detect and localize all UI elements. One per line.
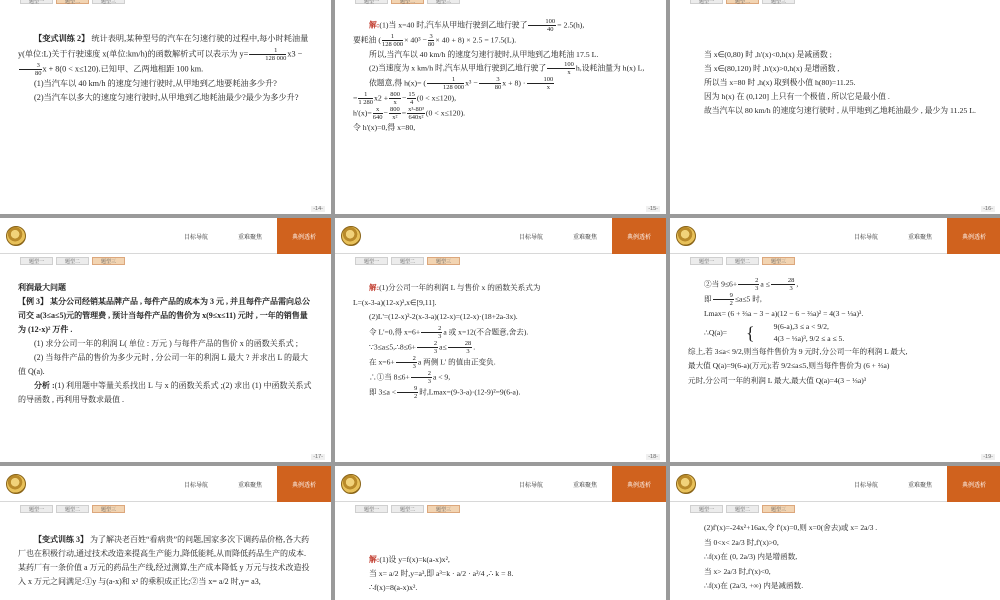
nav-focus[interactable]: 重难聚焦 — [237, 234, 262, 241]
top-nav-bar — [335, 466, 666, 502]
solution-label: 解: — [369, 283, 380, 292]
question-1: (1)当汽车以 40 km/h 的速度匀速行驶时,从甲地到乙地要耗油多少升? — [34, 78, 277, 88]
nav-examples[interactable]: 典例透析 — [277, 218, 331, 254]
tab-type-3[interactable]: 题型三 — [762, 0, 795, 4]
nav-goal[interactable]: 目标导航 — [853, 482, 878, 489]
tab-type-1[interactable]: 题型一 — [690, 0, 723, 4]
type-tabs — [670, 505, 1000, 517]
solution-line: 所以当 x=80 时 ,h(x) 取到极小值 h(80)=11.25. — [704, 78, 856, 87]
solution-line: 当 x∈(80,120) 时 ,h'(x)>0,h(x) 是增函数 , — [704, 64, 840, 73]
type-tabs — [335, 505, 666, 517]
analysis-label: 分析 : — [34, 381, 55, 390]
tab-type-2[interactable]: 题型二 — [726, 505, 759, 513]
tab-type-3[interactable]: 题型三 — [92, 505, 125, 513]
type-tabs — [0, 505, 331, 517]
slide-17 — [0, 218, 331, 462]
exercise-title: 【变式训练 3】 — [34, 535, 88, 544]
tab-type-1[interactable]: 题型一 — [355, 505, 388, 513]
fraction: $\frac{2}{3}$ — [738, 277, 759, 292]
solution-line: 当 x= a/2 时,y=a³,即 a³=k · a/2 · a²/4 ,∴ k = 8. — [369, 569, 514, 578]
slide-20 — [0, 466, 331, 600]
summary-line: 元时,分公司一年的利润 L 最大,最大值 Q(a)=4(3 − ⅓a)³ — [688, 375, 867, 385]
problem-text: 统计表明,某种型号的汽车在匀速行驶的过程中,每小时耗油量 y(单位:L)关于行驶速度 x(单位:km/h)的函数解析式可以表示为 y= — [18, 34, 309, 58]
nav-examples[interactable]: 典例透析 — [277, 466, 331, 502]
top-nav-bar — [0, 466, 331, 502]
analysis-text: (1) 利用题中等量关系找出 L 与 x 的函数关系式 ;(2) 求出 (1) 中函数关系式的导函数 , 再利用导数求最值 . — [18, 381, 312, 404]
solution-label: 解: — [369, 20, 380, 30]
type-tabs — [670, 257, 1000, 269]
tab-type-2[interactable]: 题型二 — [56, 505, 89, 513]
problem-text: 为了解决老百姓“看病贵”的问题,国家多次下调药品价格,各大药厂也在积极行动,通过技术改造来提高生产能力,降低能耗,从而降低药品生产的成本.某药厂有一条价值 a 万元的药品生产线,经过测算,生产成本降低 y 万元与技术改造投入 x 万元之间满足:①y 与(a-x)和 x² 的乘积成正比;②当 x= a/2 时,y= a3, — [18, 535, 310, 586]
page-number: -16- — [983, 206, 993, 212]
school-logo — [676, 226, 696, 246]
nav-focus[interactable]: 重难聚焦 — [572, 482, 597, 489]
fraction: $\frac{100}{x}$ — [547, 61, 575, 76]
fraction: $\frac{28}{3}$ — [771, 277, 796, 292]
nav-focus[interactable]: 重难聚焦 — [907, 234, 932, 241]
fraction: $\frac{3}{80}$ — [19, 62, 42, 77]
tab-type-3[interactable]: 题型三 — [762, 505, 795, 513]
tab-type-2[interactable]: 题型二 — [391, 505, 424, 513]
example-statement: 【例 3】 某分公司经销某品牌产品 , 每件产品的成本为 3 元 , 并且每件产品需向总公司交 a(3≤a≤5)元的管理费 , 预计当每件产品的售价为 x(9≤x≤11) 元时 , 一年的销售量为 (12-x)² 万件 . — [18, 297, 310, 334]
nav-goal[interactable]: 目标导航 — [518, 234, 543, 241]
nav-focus[interactable]: 重难聚焦 — [237, 482, 262, 489]
fraction: $\frac{800}{x}$ — [390, 91, 400, 107]
solution-line: 因为 h(x) 在 (0,120] 上只有一个极值 , 所以它是最小值 . — [704, 92, 890, 101]
top-nav-bar — [335, 218, 666, 254]
piecewise-brace: { — [746, 323, 755, 344]
slide-19: 目标导航 重难聚焦 典例透析 题型一 题型二 题型三 ②当 9≤6+ $\frac{2}{3}$ a ≤ $\frac{28}{3}$ , 即 $\frac{9}{2}$ ≤a≤5 时, Lmax= (6 + ⅔a − 3 − a)(12 − 6 − ⅔a)² = 4(3 − ⅓a)³. ∴Q(a)= { 9(6-a),3 ≤ a < 9/2, 4(3 − ⅓a)³, 9/2 ≤ a ≤ 5. 综上,若 3≤a< 9/2,则当每件售价为 9 元时,分公司一年的利润 L 最大, 最大值 Q(a)=9(6-a)(万元);若 9/2≤a≤5,则当每件售价为 (6 + ⅔a) 元时,分公司一年的利润 L 最大,最大值 Q(a)=4(3 − ⅓a)³ -19- — [670, 218, 1000, 462]
solution-line: (2)L'=(12-x)²-2(x-3-a)(12-x)=(12-x)·(18+2a-3x). — [369, 312, 518, 322]
fraction: $\frac{2}{3}$ — [421, 325, 442, 340]
fraction: $\frac{800}{\text{x²}}$ — [389, 106, 400, 122]
tab-type-1[interactable]: 题型一 — [355, 257, 388, 265]
tab-type-2[interactable]: 题型二 — [726, 257, 759, 265]
fraction: $\frac{2}{3}$ — [396, 355, 417, 370]
solution-line: 所以,当汽车以 40 km/h 的速度匀速行驶时,从甲地到乙地耗油 17.5 L. — [369, 50, 599, 59]
solution-line: 令 h'(x)=0,得 x=80, — [353, 123, 416, 133]
fraction: $\frac{\text{x³-80³}}{\text{640x²}}$ — [408, 106, 424, 122]
fraction: $\frac{3}{80}$ — [479, 76, 502, 91]
tab-type-2[interactable]: 题型二 — [726, 0, 759, 4]
type-tabs — [670, 0, 1000, 12]
school-logo — [6, 226, 26, 246]
solution-line: L=(x-3-a)(12-x)²,x∈[9,11]. — [353, 297, 437, 307]
solution-line: Lmax= (6 + ⅔a − 3 − a)(12 − 6 − ⅔a)² = 4(3 − ⅓a)³. — [704, 309, 864, 318]
fraction: $\frac{2}{3}$ — [417, 340, 438, 355]
solution-line: ∴f(x)在 (2a/3, +∞) 内是减函数. — [704, 581, 804, 590]
nav-goal[interactable]: 目标导航 — [183, 234, 208, 241]
tab-type-1[interactable]: 题型一 — [690, 257, 723, 265]
slide-15: 题型一 题型二 题型三 解:(1)当 x=40 时,汽车从甲地行驶到乙地行驶了 $\frac{100}{40}$ = 2.5(h), 要耗油 ( $\frac{1}{128 000}$ × 40³ − $\frac{3}{80}$ × 40 + 8) × 2.5 = 17.5(L). 所以,当汽车以 40 km/h 的速度匀速行驶时,从甲地到乙地耗油 17.5 L. (2)当速度为 x km/h 时,汽车从甲地行驶到乙地行驶了 $\frac{100}{x}$ h,设耗油量为 h(x) L, 依题意,得 h(x)= ( $\frac{1}{128 000}$ x³ − $\frac{3}{80}$ x + 8) · $\frac{100}{x}$ = $\frac{1}{1 280}$ x2 + $\frac{800}{x}$ − $\frac{15}{4}$ (0 < x≤120), h'(x)= $\frac{x}{640}$ − $\frac{800}{\text{x²}}$ = $\frac{\text{x³-80³}}{\text{640x²}}$ (0 < x≤120). 令 h'(x)=0,得 x=80, -15- — [335, 0, 666, 214]
question-1: (1) 求分公司一年的利润 L( 单位 : 万元 ) 与每件产品的售价 x 的函数关系式 ; — [34, 339, 298, 348]
slide-21: 目标导航 重难聚焦 典例透析 题型一 题型二 题型三 解:(1)设 y=f(x)=k(a-x)x², 当 x= a/2 时,y=a³,即 a³=k · a/2 · a²/4 ,∴ k = 8. ∴f(x)=8(a-x)x². — [335, 466, 666, 600]
question-2: (2) 当每件产品的售价为多少元时 , 分公司一年的利润 L 最大 ? 并求出 L 的最大值 Q(a). — [18, 353, 309, 376]
solution-line: (2)f'(x)=-24x²+16ax,令 f'(x)=0,则 x=0(舍去)或 x= 2a/3 . — [704, 523, 878, 532]
type-tabs — [335, 257, 666, 269]
tab-type-3[interactable]: 题型三 — [92, 257, 125, 265]
fraction: $\frac{9}{2}$ — [397, 385, 418, 400]
school-logo — [341, 226, 361, 246]
slide-22 — [670, 466, 1000, 600]
school-logo — [6, 474, 26, 494]
tab-type-3[interactable]: 题型三 — [92, 0, 125, 4]
school-logo — [676, 474, 696, 494]
tab-type-1[interactable]: 题型一 — [20, 505, 53, 513]
school-logo — [341, 474, 361, 494]
page-number: -17- — [313, 454, 323, 460]
fraction: $\frac{9}{2}$ — [713, 292, 734, 307]
tab-type-3[interactable]: 题型三 — [427, 257, 460, 265]
tab-type-2[interactable]: 题型二 — [391, 257, 424, 265]
solution-line: 当 0<x< 2a/3 时,f'(x)>0, — [704, 537, 779, 547]
nav-examples[interactable]: 典例透析 — [947, 466, 1000, 502]
fraction: $\frac{2}{3}$ — [411, 370, 432, 385]
tab-type-1[interactable]: 题型一 — [355, 0, 388, 4]
fraction: $\frac{1}{128 000}$ — [381, 33, 404, 48]
tab-type-3[interactable]: 题型三 — [427, 0, 460, 4]
slide-18: 目标导航 重难聚焦 典例透析 题型一 题型二 题型三 解:(1)分公司一年的利润 L 与售价 x 的函数关系式为 L=(x-3-a)(12-x)²,x∈[9,11]. (2)L'=(12-x)²-2(x-3-a)(12-x)=(12-x)·(18+2a-3x). 令 L'=0,得 x=6+ $\frac{2}{3}$ a 或 x=12(不合题意,舍去). ∵3≤a≤5,∴8≤6+ $\frac{2}{3}$ a≤ $\frac{28}{3}$ . 在 x=6+ $\frac{2}{3}$ a 两侧 L' 的值由正变负. ∴①当 8≤6+ $\frac{2}{3}$ a < 9, 即 3≤a < $\frac{9}{2}$ 时,Lmax=(9-3-a)·(12-9)²=9(6-a). -18- — [335, 218, 666, 462]
tab-type-1[interactable]: 题型一 — [690, 505, 723, 513]
type-tabs — [0, 0, 331, 12]
exercise-title: 【变式训练 2】 — [34, 34, 90, 43]
tab-type-3[interactable]: 题型三 — [427, 505, 460, 513]
piecewise-case-2: 4(3 − ⅓a)³, 9/2 ≤ a ≤ 5. — [773, 334, 845, 344]
nav-examples[interactable]: 典例透析 — [612, 466, 666, 502]
solution-line: ∴f(x)=8(a-x)x². — [369, 583, 418, 592]
nav-goal[interactable]: 目标导航 — [518, 482, 543, 489]
fraction: $\frac{100}{x}$ — [527, 76, 555, 91]
question-2: (2)当汽车以多大的速度匀速行驶时,从甲地到乙地耗油最少?最少为多少升? — [34, 93, 299, 102]
tab-type-2[interactable]: 题型二 — [56, 257, 89, 265]
slide-14: 题型一 题型二 题型三 【变式训练 2】 统计表明,某种型号的汽车在匀速行驶的过程中,每小时耗油量 y(单位:L)关于行驶速度 x(单位:km/h)的函数解析式可以表示为 y= $\frac{1}{128 000}$ x3 − $\frac{3}{80}$ x + 8(0 < x≤120).已知甲、乙两地相距 100 km. (1)当汽车以 40 km/h 的速度匀速行驶时,从甲地到乙地要耗油多少升? (2)当汽车以多大的速度匀速行驶时,从甲地到乙地耗油最少?最少为多少升? -14- — [0, 0, 331, 214]
solution-line: ∴f(x)在 (0, 2a/3) 内是增函数, — [704, 552, 798, 561]
tab-type-1[interactable]: 题型一 — [20, 257, 53, 265]
nav-examples[interactable]: 典例透析 — [947, 218, 1000, 254]
slide-16 — [670, 0, 1000, 214]
nav-goal[interactable]: 目标导航 — [853, 234, 878, 241]
page-number: -14- — [313, 206, 323, 212]
section-heading: 利润最大问题 — [18, 283, 66, 292]
piecewise-case-1: 9(6-a),3 ≤ a < 9/2, — [773, 322, 829, 332]
tab-type-2[interactable]: 题型二 — [56, 0, 89, 4]
tab-type-3[interactable]: 题型三 — [762, 257, 795, 265]
type-tabs — [0, 257, 331, 269]
solution-line: 当 x∈(0,80) 时 ,h'(x)<0,h(x) 是减函数 ; — [704, 50, 832, 59]
page-number: -19- — [983, 454, 993, 460]
top-nav-bar — [670, 218, 1000, 254]
solution-line: 故当汽车以 80 km/h 的速度匀速行驶时 , 从甲地到乙地耗油最少 , 最少为 11.25 L. — [704, 106, 976, 115]
type-tabs — [335, 0, 666, 12]
fraction: $\frac{28}{3}$ — [448, 340, 473, 355]
nav-focus[interactable]: 重难聚焦 — [907, 482, 932, 489]
nav-examples[interactable]: 典例透析 — [612, 218, 666, 254]
fraction: $\frac{1}{1 280}$ — [358, 91, 374, 107]
summary-line: 综上,若 3≤a< 9/2,则当每件售价为 9 元时,分公司一年的利润 L 最大, — [688, 347, 908, 357]
fraction: $\frac{3}{80}$ — [427, 33, 435, 48]
top-nav-bar — [670, 466, 1000, 502]
fraction: $\frac{1}{128 000}$ — [427, 76, 464, 91]
tab-type-2[interactable]: 题型二 — [391, 0, 424, 4]
page-number: -18- — [648, 454, 658, 460]
solution-line: 当 x> 2a/3 时,f'(x)<0, — [704, 566, 771, 576]
nav-focus[interactable]: 重难聚焦 — [572, 234, 597, 241]
summary-line: 最大值 Q(a)=9(6-a)(万元);若 9/2≤a≤5,则当每件售价为 (6 + ⅔a) — [688, 361, 890, 371]
top-nav-bar — [0, 218, 331, 254]
fraction: $\frac{100}{40}$ — [528, 18, 556, 33]
tab-type-1[interactable]: 题型一 — [20, 0, 53, 4]
fraction: $\frac{15}{4}$ — [408, 91, 415, 107]
solution-label: 解: — [369, 555, 380, 564]
fraction: $\frac{x}{640}$ — [372, 106, 383, 122]
page-number: -15- — [648, 206, 658, 212]
fraction: $\frac{1}{128 000}$ — [249, 47, 286, 62]
nav-goal[interactable]: 目标导航 — [183, 482, 208, 489]
